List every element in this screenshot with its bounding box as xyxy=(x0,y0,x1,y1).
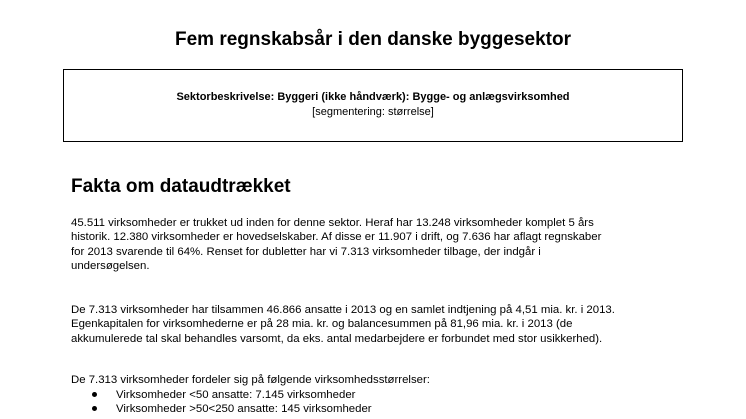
paragraph-line: undersøgelsen. xyxy=(71,260,150,273)
size-bullet-list xyxy=(92,388,372,417)
paragraph-line: De 7.313 virksomheder har tilsammen 46.866 ansatte i 2013 og en samlet indtjening på 4,51 mia. kr. i 2013. xyxy=(71,304,615,316)
section-heading: Fakta om dataudtrækket xyxy=(71,176,291,197)
paragraph-line: for 2013 svarende til 64%. Renset for dubletter har vi 7.313 virksomheder tilbage, der indgår i xyxy=(71,245,541,258)
list-item-text: Virksomheder >50<250 ansatte: 145 virksomheder xyxy=(116,403,372,416)
paragraph-totals xyxy=(71,303,691,346)
paragraph-line: De 7.313 virksomheder fordeler sig på følgende virksomhedsstørrelser: xyxy=(71,374,430,386)
paragraph-line: akkumulerede tal skal behandles varsomt, da eks. antal medarbejdere er forbundet med stor usikkerhed). xyxy=(71,332,603,345)
document-title: Fem regnskabsår i den danske byggesektor xyxy=(175,29,571,50)
segmentation-note: [segmentering: størrelse] xyxy=(312,106,434,118)
bullet-icon xyxy=(92,392,97,397)
sector-description: Sektorbeskrivelse: Byggeri (ikke håndværk): Bygge- og anlægsvirksomhed xyxy=(176,91,570,103)
paragraph-line: historik. 12.380 virksomheder er hovedselskaber. Af disse er 11.907 i drift, og 7.636 har aflagt regnskaber xyxy=(71,231,602,244)
paragraph-line: Egenkapitalen for virksomhederne er på 28 mia. kr. og balancesummen på 81,96 mia. kr. i 2013 (de xyxy=(71,318,573,331)
bullet-icon xyxy=(92,406,97,411)
sector-description-box xyxy=(63,69,683,142)
list-item-text: Virksomheder <50 ansatte: 7.145 virksomheder xyxy=(116,389,356,401)
paragraph-line: 45.511 virksomheder er trukket ud inden for denne sektor. Heraf har 13.248 virksomheder komplet 5 års xyxy=(71,217,594,229)
list-item xyxy=(92,402,372,416)
paragraph-size-distribution xyxy=(71,373,691,387)
paragraph-data-extract xyxy=(71,216,691,274)
list-item xyxy=(92,388,372,402)
